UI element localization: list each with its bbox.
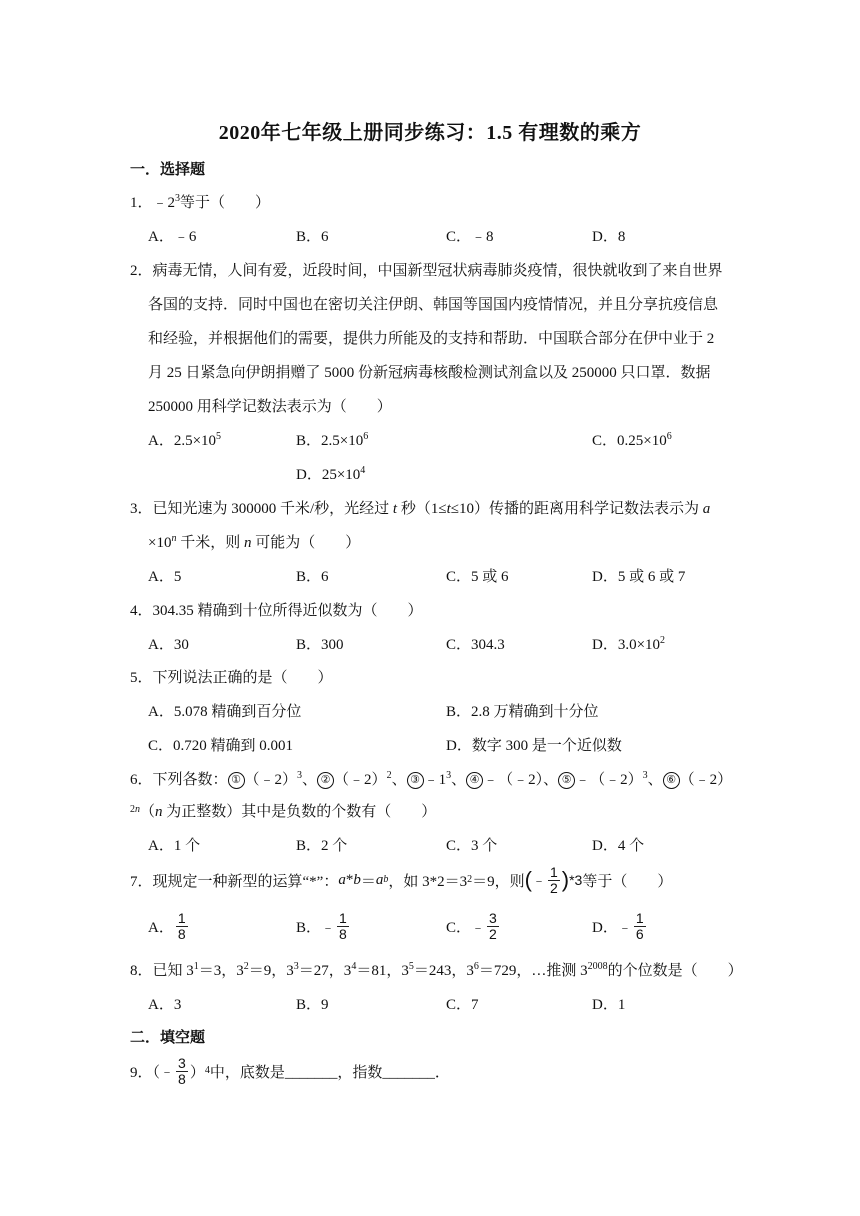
q1-text: 等于（ ）: [180, 195, 271, 211]
q1-option-c: C．﹣8: [446, 229, 494, 245]
q1-option-b: B．6: [296, 229, 329, 245]
q4-option-c: C．304.3: [446, 637, 505, 653]
q8-option-b: B．9: [296, 997, 329, 1013]
q9-fraction: $\frac{3}{8}$: [178, 1054, 186, 1087]
q1-option-d: D．8: [592, 229, 626, 245]
q5-option-b: B．2.8 万精确到十分位: [446, 704, 599, 720]
q1-option-a: A．﹣6: [148, 229, 197, 245]
q1-base: ﹣2: [152, 195, 176, 211]
question-2-line-4: 月 25 日紧急向伊朗捐赠了 5000 份新冠病毒核酸检测试剂盒以及 250000 只口罩．数据: [148, 365, 711, 381]
question-2-line-1: 2．病毒无情，人间有爱，近段时间，中国新型冠状病毒肺炎疫情，很快就收到了来自世界: [130, 263, 723, 279]
question-3-line-2: $\times 10^n$ 千米，则 n 可能为（ ）: [148, 533, 361, 551]
q5-option-d: D．数字 300 是一个近似数: [446, 738, 622, 754]
question-2-line-5: 250000 用科学记数法表示为（ ）: [148, 399, 392, 415]
circled-1: ①: [228, 772, 245, 789]
circled-5: ⑤: [558, 772, 575, 789]
question-1: [130, 191, 270, 212]
q2-option-d: D．$25\times 10^4$: [296, 465, 366, 483]
q3-option-c: C．5 或 6: [446, 569, 509, 585]
q7-option-c: C． ﹣ $\frac{3}{2}$: [446, 910, 497, 942]
question-8: 8．已知 $3^1=3$，$3^2=9$，$3^3=27$，$3^4=81$，$3^5=243$，$3^6=729$，…推测 $3^{2008}$的个位数是（ ）: [130, 961, 743, 979]
question-9: 9．（ ﹣ $\frac{3}{8}$ ） 4 中，底数是_______，指数_______．: [130, 1054, 450, 1087]
q7-option-d: D． ﹣ $\frac{1}{6}$: [592, 910, 644, 942]
question-4: 4．304.35 精确到十位所得近似数为（ ）: [130, 603, 423, 619]
q4-option-b: B．300: [296, 637, 344, 653]
q6-option-b: B．2 个: [296, 838, 348, 854]
q8-option-a: A．3: [148, 997, 182, 1013]
circled-6: ⑥: [663, 772, 680, 789]
q6-option-c: C．3 个: [446, 838, 498, 854]
q3-option-d: D．5 或 6 或 7: [592, 569, 686, 585]
question-3-line-1: 3．已知光速为 300000 千米/秒，光经过 t 秒（1≤t≤10）传播的距离用科学记数法表示为 a: [130, 501, 711, 517]
q4-option-d: D．$3.0\times 10^2$: [592, 635, 666, 653]
circled-4: ④: [466, 772, 483, 789]
section-heading-choice: 一．选择题: [130, 162, 206, 178]
q5-option-c: C．0.720 精确到 0.001: [148, 738, 294, 754]
page-title: 2020年七年级上册同步练习：1.5 有理数的乘方: [218, 122, 642, 144]
q5-option-a: A．5.078 精确到百分位: [148, 704, 302, 720]
q4-option-a: A．30: [148, 637, 189, 653]
question-7: 7．现规定一种新型的运算“*”： a * b ＝ a b ，如 3*2＝3 2 ＝9，则 ( ﹣ $\frac{1}{2}$ ) *3 等于（ ）: [130, 863, 673, 896]
circled-2: ②: [317, 772, 334, 789]
q2-option-a: A．$2.5\times 10^5$: [148, 431, 222, 449]
q6-option-d: D．4 个: [592, 838, 645, 854]
q2-option-b: B．$2.5\times 10^6$: [296, 431, 369, 449]
question-6-line-2: $^{2n}$（n 为正整数）其中是负数的个数有（ ）: [130, 804, 437, 820]
q7-option-b: B． ﹣ $\frac{1}{8}$: [296, 910, 347, 942]
question-2-line-2: 各国的支持．同时中国也在密切关注伊朗、韩国等国国内疫情情况，并且分享抗疫信息: [148, 297, 719, 313]
q6-option-a: A．1 个: [148, 838, 201, 854]
q1-number: 1．: [130, 195, 153, 211]
section-heading-fill: 二．填空题: [130, 1030, 206, 1046]
question-2-line-3: 和经验，并根据他们的需要，提供力所能及的支持和帮助．中国联合部分在伊中业于 2: [148, 331, 715, 347]
q8-option-c: C．7: [446, 997, 479, 1013]
question-5: 5．下列说法正确的是（ ）: [130, 670, 333, 686]
question-6-line-1: 6．下列各数： ① （﹣2）$^3$、 ② （﹣2）$^2$、 ③ $﹣1^3$、 ④ ﹣（﹣2）、 ⑤ ﹣（﹣2）$^3$、 ⑥ （﹣2）: [130, 770, 733, 788]
q7-option-a: A． $\frac{1}{8}$: [148, 910, 186, 942]
q2-option-c: C．$0.25\times 10^6$: [592, 431, 672, 449]
q1-exponent: 3: [175, 193, 181, 204]
q3-option-b: B．6: [296, 569, 329, 585]
q3-option-a: A．5: [148, 569, 182, 585]
circled-3: ③: [407, 772, 424, 789]
q7-fraction: $\frac{1}{2}$: [549, 863, 558, 896]
q8-option-d: D．1: [592, 997, 626, 1013]
